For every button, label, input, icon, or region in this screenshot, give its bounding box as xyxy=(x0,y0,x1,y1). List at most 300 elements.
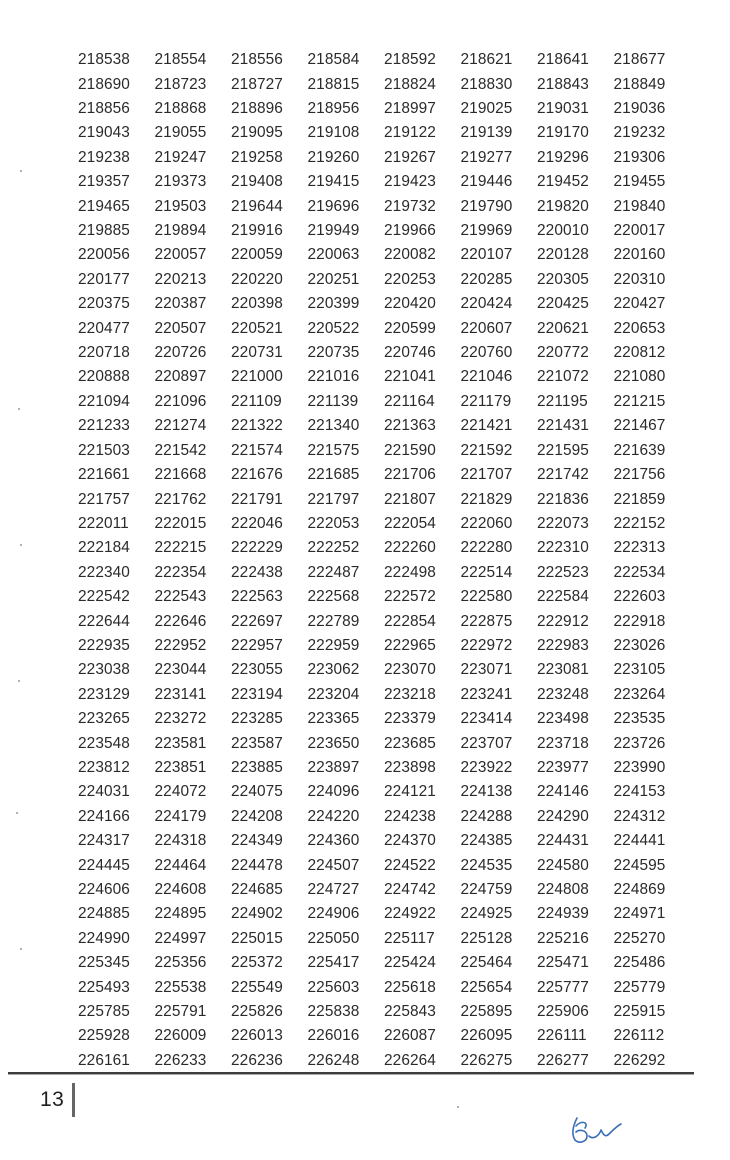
number-cell: 218824 xyxy=(384,75,436,93)
number-cell: 222340 xyxy=(78,563,130,581)
number-cell: 220213 xyxy=(154,270,207,288)
number-cell: 222054 xyxy=(384,514,436,532)
number-cell: 219423 xyxy=(384,173,436,191)
number-cell: 219238 xyxy=(78,148,130,166)
number-cell: 222438 xyxy=(231,563,283,581)
number-cell: 221431 xyxy=(537,417,589,435)
number-cell: 218830 xyxy=(460,75,513,93)
number-cell: 222789 xyxy=(307,612,360,630)
number-cell: 224885 xyxy=(78,905,130,923)
number-cell: 218843 xyxy=(537,75,589,93)
number-cell: 223707 xyxy=(460,734,513,752)
number-cell: 223726 xyxy=(613,734,666,752)
number-cell: 226013 xyxy=(231,1027,283,1045)
number-cell: 221668 xyxy=(154,466,207,484)
number-cell: 222644 xyxy=(78,612,130,630)
number-cell: 223081 xyxy=(537,661,589,679)
number-cell: 221467 xyxy=(613,417,666,435)
number-cell: 220128 xyxy=(537,246,589,264)
number-cell: 218690 xyxy=(78,75,130,93)
number-cell: 225270 xyxy=(613,929,666,947)
number-cell: 224288 xyxy=(460,807,513,825)
number-cell: 222912 xyxy=(537,612,589,630)
number-cell: 220010 xyxy=(537,222,589,240)
number-cell: 221233 xyxy=(78,417,130,435)
number-cell: 223194 xyxy=(231,685,283,703)
number-cell: 219446 xyxy=(460,173,513,191)
number-cell: 219095 xyxy=(231,124,283,142)
number-cell: 221096 xyxy=(154,392,207,410)
number-cell: 222563 xyxy=(231,588,283,606)
number-cell: 224208 xyxy=(231,807,283,825)
number-cell: 225785 xyxy=(78,1003,130,1021)
number-cell: 225838 xyxy=(307,1003,360,1021)
number-cell: 218997 xyxy=(384,100,436,118)
number-cell: 224808 xyxy=(537,881,589,899)
number-cell: 226275 xyxy=(460,1051,513,1069)
number-cell: 226233 xyxy=(154,1051,207,1069)
number-cell: 222983 xyxy=(537,636,589,654)
number-cell: 219503 xyxy=(154,197,207,215)
number-cell: 221595 xyxy=(537,441,589,459)
number-cell: 224445 xyxy=(78,856,130,874)
number-cell: 220746 xyxy=(384,344,436,362)
number-cell: 219296 xyxy=(537,148,589,166)
number-cell: 223141 xyxy=(154,685,207,703)
number-cell: 219840 xyxy=(613,197,666,215)
number-cell: 220220 xyxy=(231,270,283,288)
number-cell: 223055 xyxy=(231,661,283,679)
number-cell: 223922 xyxy=(460,758,513,776)
number-cell: 221639 xyxy=(613,441,666,459)
number-cell: 219820 xyxy=(537,197,589,215)
number-cell: 220253 xyxy=(384,270,436,288)
number-cell: 225779 xyxy=(613,978,666,996)
number-cell: 226248 xyxy=(307,1051,360,1069)
number-cell: 221592 xyxy=(460,441,513,459)
number-cell: 224997 xyxy=(154,929,207,947)
number-cell: 221685 xyxy=(307,466,360,484)
number-cell: 218956 xyxy=(307,100,360,118)
number-cell: 223587 xyxy=(231,734,283,752)
number-cell: 223898 xyxy=(384,758,436,776)
number-cell: 219696 xyxy=(307,197,360,215)
number-cell: 219894 xyxy=(154,222,207,240)
number-cell: 220057 xyxy=(154,246,207,264)
number-cell: 226009 xyxy=(154,1027,207,1045)
number-cell: 220177 xyxy=(78,270,130,288)
number-cell: 222354 xyxy=(154,563,207,581)
number-cell: 221322 xyxy=(231,417,283,435)
number-cell: 223548 xyxy=(78,734,130,752)
number-cell: 220621 xyxy=(537,319,589,337)
number-cell: 221807 xyxy=(384,490,436,508)
number-cell: 223241 xyxy=(460,685,513,703)
number-cell: 223265 xyxy=(78,710,130,728)
number-cell: 222310 xyxy=(537,539,589,557)
number-cell: 219452 xyxy=(537,173,589,191)
number-cell: 220399 xyxy=(307,295,360,313)
number-cell: 222152 xyxy=(613,514,666,532)
number-cell: 221503 xyxy=(78,441,130,459)
number-cell: 221179 xyxy=(460,392,512,410)
number-cell: 223812 xyxy=(78,758,130,776)
number-cell: 221046 xyxy=(460,368,513,386)
scan-speck xyxy=(20,544,22,546)
number-cell: 221859 xyxy=(613,490,666,508)
number-cell: 222487 xyxy=(307,563,360,581)
number-cell: 219966 xyxy=(384,222,436,240)
number-cell: 223851 xyxy=(154,758,207,776)
number-cell: 219260 xyxy=(307,148,360,166)
number-cell: 224507 xyxy=(307,856,360,874)
number-cell: 223379 xyxy=(384,710,436,728)
number-cell: 225471 xyxy=(537,954,589,972)
number-cell: 225486 xyxy=(613,954,666,972)
number-cell: 220731 xyxy=(231,344,283,362)
number-cell: 219055 xyxy=(154,124,207,142)
number-cell: 224727 xyxy=(307,881,360,899)
scan-speck xyxy=(16,812,18,814)
number-cell: 221836 xyxy=(537,490,589,508)
number-cell: 220718 xyxy=(78,344,130,362)
number-cell: 221139 xyxy=(307,392,359,410)
number-cell: 221080 xyxy=(613,368,666,386)
number-cell: 224138 xyxy=(460,783,513,801)
number-cell: 222523 xyxy=(537,563,589,581)
number-cell: 224072 xyxy=(154,783,207,801)
number-cell: 221590 xyxy=(384,441,436,459)
number-cell: 223718 xyxy=(537,734,589,752)
number-cell: 218815 xyxy=(307,75,360,93)
number-cell: 222580 xyxy=(460,588,513,606)
number-cell: 220424 xyxy=(460,295,513,313)
number-cell: 220607 xyxy=(460,319,513,337)
number-cell: 221274 xyxy=(154,417,207,435)
number-cell: 219043 xyxy=(78,124,130,142)
number-cell: 224031 xyxy=(78,783,130,801)
number-cell: 222952 xyxy=(154,636,207,654)
number-cell: 224179 xyxy=(154,807,207,825)
number-cell: 226277 xyxy=(537,1051,589,1069)
number-cell: 218849 xyxy=(613,75,666,93)
number-cell: 220760 xyxy=(460,344,513,362)
number-cell: 218584 xyxy=(307,51,360,69)
number-cell: 222313 xyxy=(613,539,666,557)
scan-speck xyxy=(20,170,22,172)
number-cell: 224096 xyxy=(307,783,360,801)
number-cell: 224166 xyxy=(78,807,130,825)
number-cell: 219408 xyxy=(231,173,283,191)
number-cell: 224902 xyxy=(231,905,283,923)
number-cell: 225216 xyxy=(537,929,589,947)
number-cell: 224121 xyxy=(384,783,436,801)
number-cell: 222534 xyxy=(613,563,666,581)
number-cell: 221757 xyxy=(78,490,130,508)
number-cell: 224360 xyxy=(307,832,360,850)
number-cell: 224922 xyxy=(384,905,436,923)
number-cell: 221421 xyxy=(460,417,513,435)
number-cell: 219036 xyxy=(613,100,666,118)
number-cell: 220063 xyxy=(307,246,360,264)
number-cell: 220310 xyxy=(613,270,666,288)
number-cell: 224606 xyxy=(78,881,130,899)
number-cell: 224290 xyxy=(537,807,589,825)
number-cell: 222184 xyxy=(78,539,130,557)
number-cell: 222015 xyxy=(154,514,207,532)
number-cell: 223685 xyxy=(384,734,436,752)
number-cell: 222972 xyxy=(460,636,513,654)
number-cell: 225915 xyxy=(613,1003,666,1021)
number-cell: 219916 xyxy=(231,222,283,240)
number-cell: 218621 xyxy=(460,51,513,69)
number-cell: 219232 xyxy=(613,124,666,142)
scan-speck xyxy=(18,408,20,410)
number-cell: 222959 xyxy=(307,636,360,654)
number-cell: 221791 xyxy=(231,490,283,508)
number-cell: 223038 xyxy=(78,661,130,679)
number-cell: 226161 xyxy=(78,1051,130,1069)
number-cell: 218677 xyxy=(613,51,666,69)
number-cell: 223990 xyxy=(613,758,666,776)
number-cell: 223414 xyxy=(460,710,513,728)
number-cell: 226112 xyxy=(613,1027,665,1045)
number-cell: 225895 xyxy=(460,1003,513,1021)
number-cell: 222053 xyxy=(307,514,360,532)
number-cell: 221756 xyxy=(613,466,666,484)
page-number-divider xyxy=(72,1083,75,1117)
number-cell: 224464 xyxy=(154,856,207,874)
page-number: 13 xyxy=(40,1088,65,1111)
number-cell: 224220 xyxy=(307,807,360,825)
number-cell: 224535 xyxy=(460,856,513,874)
number-cell: 224385 xyxy=(460,832,513,850)
number-cell: 220056 xyxy=(78,246,130,264)
number-cell: 225424 xyxy=(384,954,436,972)
number-cell: 220888 xyxy=(78,368,130,386)
number-cell: 219277 xyxy=(460,148,513,166)
number-cell: 219139 xyxy=(460,124,513,142)
number-cell: 221742 xyxy=(537,466,589,484)
number-cell: 224522 xyxy=(384,856,436,874)
number-cell: 222603 xyxy=(613,588,666,606)
number-cell: 220522 xyxy=(307,319,360,337)
number-cell: 224939 xyxy=(537,905,589,923)
number-cell: 225654 xyxy=(460,978,513,996)
number-cell: 220726 xyxy=(154,344,207,362)
number-cell: 218856 xyxy=(78,100,130,118)
number-cell: 219373 xyxy=(154,173,207,191)
number-cell: 221016 xyxy=(307,368,360,386)
number-cell: 221706 xyxy=(384,466,436,484)
number-cell: 219258 xyxy=(231,148,283,166)
number-cell: 221340 xyxy=(307,417,360,435)
number-cell: 221094 xyxy=(78,392,130,410)
scan-speck xyxy=(20,948,22,950)
number-cell: 221762 xyxy=(154,490,207,508)
number-cell: 225050 xyxy=(307,929,360,947)
number-cell: 222073 xyxy=(537,514,589,532)
number-cell: 222011 xyxy=(78,514,129,532)
number-cell: 219267 xyxy=(384,148,436,166)
number-cell: 221829 xyxy=(460,490,513,508)
number-cell: 218538 xyxy=(78,51,130,69)
number-cell: 224146 xyxy=(537,783,589,801)
number-cell: 221215 xyxy=(613,392,666,410)
number-cell: 222568 xyxy=(307,588,360,606)
scan-speck xyxy=(457,1106,459,1108)
number-cell: 220285 xyxy=(460,270,513,288)
number-cell: 218592 xyxy=(384,51,436,69)
number-cell: 220082 xyxy=(384,246,436,264)
number-cell: 221041 xyxy=(384,368,436,386)
number-cell: 225906 xyxy=(537,1003,589,1021)
number-cell: 223977 xyxy=(537,758,589,776)
number-cell: 218554 xyxy=(154,51,207,69)
number-cell: 218723 xyxy=(154,75,207,93)
number-cell: 220507 xyxy=(154,319,207,337)
number-cell: 220160 xyxy=(613,246,666,264)
number-cell: 222514 xyxy=(460,563,513,581)
number-cell: 223129 xyxy=(78,685,130,703)
number-cell: 226292 xyxy=(613,1051,666,1069)
number-cell: 225117 xyxy=(384,929,435,947)
number-cell: 224349 xyxy=(231,832,283,850)
number-cell: 224318 xyxy=(154,832,207,850)
number-cell: 219031 xyxy=(537,100,589,118)
number-cell: 225372 xyxy=(231,954,283,972)
number-cell: 221363 xyxy=(384,417,436,435)
number-cell: 223272 xyxy=(154,710,207,728)
number-cell: 222260 xyxy=(384,539,436,557)
number-cell: 222875 xyxy=(460,612,513,630)
number-cell: 219790 xyxy=(460,197,513,215)
number-cell: 222918 xyxy=(613,612,666,630)
number-cell: 223897 xyxy=(307,758,360,776)
number-cell: 225015 xyxy=(231,929,283,947)
number-cell: 224742 xyxy=(384,881,436,899)
number-cell: 219108 xyxy=(307,124,360,142)
number-cell: 218727 xyxy=(231,75,283,93)
number-cell: 219732 xyxy=(384,197,436,215)
number-cell: 223264 xyxy=(613,685,666,703)
number-cell: 224595 xyxy=(613,856,666,874)
number-cell: 223248 xyxy=(537,685,589,703)
number-grid xyxy=(70,48,680,1073)
number-cell: 224685 xyxy=(231,881,283,899)
number-cell: 220653 xyxy=(613,319,666,337)
number-cell: 222215 xyxy=(154,539,207,557)
number-cell: 221109 xyxy=(231,392,282,410)
number-cell: 224478 xyxy=(231,856,283,874)
number-cell: 223650 xyxy=(307,734,360,752)
number-cell: 222646 xyxy=(154,612,207,630)
number-cell: 220387 xyxy=(154,295,207,313)
number-cell: 223218 xyxy=(384,685,436,703)
number-cell: 226111 xyxy=(537,1027,587,1045)
number-cell: 225128 xyxy=(460,929,513,947)
number-cell: 225493 xyxy=(78,978,130,996)
number-cell: 225928 xyxy=(78,1027,130,1045)
number-cell: 221575 xyxy=(307,441,360,459)
number-cell: 220521 xyxy=(231,319,283,337)
number-cell: 226016 xyxy=(307,1027,360,1045)
number-cell: 224238 xyxy=(384,807,436,825)
footer-rule xyxy=(8,1072,694,1074)
number-cell: 225826 xyxy=(231,1003,283,1021)
number-cell: 219455 xyxy=(613,173,666,191)
number-cell: 224370 xyxy=(384,832,436,850)
page-number-block xyxy=(40,1083,75,1117)
number-cell: 220425 xyxy=(537,295,589,313)
number-cell: 223285 xyxy=(231,710,283,728)
number-cell: 226264 xyxy=(384,1051,436,1069)
number-cell: 225464 xyxy=(460,954,513,972)
number-cell: 224990 xyxy=(78,929,130,947)
number-cell: 220735 xyxy=(307,344,360,362)
number-cell: 224925 xyxy=(460,905,513,923)
number-cell: 224317 xyxy=(78,832,130,850)
number-cell: 221164 xyxy=(384,392,435,410)
number-cell: 223026 xyxy=(613,636,666,654)
number-cell: 222060 xyxy=(460,514,513,532)
number-cell: 222498 xyxy=(384,563,436,581)
number-cell: 223535 xyxy=(613,710,666,728)
number-cell: 226236 xyxy=(231,1051,283,1069)
number-cell: 226087 xyxy=(384,1027,436,1045)
number-cell: 223070 xyxy=(384,661,436,679)
number-cell: 224608 xyxy=(154,881,207,899)
number-cell: 220398 xyxy=(231,295,283,313)
number-cell: 222046 xyxy=(231,514,283,532)
number-cell: 221797 xyxy=(307,490,360,508)
number-cell: 222572 xyxy=(384,588,436,606)
number-cell: 225603 xyxy=(307,978,360,996)
number-cell: 223581 xyxy=(154,734,207,752)
number-cell: 219306 xyxy=(613,148,666,166)
number-cell: 225538 xyxy=(154,978,207,996)
number-cell: 225843 xyxy=(384,1003,436,1021)
number-cell: 220305 xyxy=(537,270,589,288)
number-cell: 219122 xyxy=(384,124,436,142)
number-cell: 219025 xyxy=(460,100,513,118)
number-cell: 223062 xyxy=(307,661,360,679)
number-cell: 220059 xyxy=(231,246,283,264)
number-cell: 219885 xyxy=(78,222,130,240)
number-cell: 220427 xyxy=(613,295,666,313)
number-cell: 220599 xyxy=(384,319,436,337)
number-cell: 220812 xyxy=(613,344,666,362)
number-cell: 224895 xyxy=(154,905,207,923)
number-cell: 223498 xyxy=(537,710,589,728)
number-cell: 224869 xyxy=(613,881,666,899)
number-cell: 221072 xyxy=(537,368,589,386)
number-cell: 224431 xyxy=(537,832,589,850)
number-cell: 219465 xyxy=(78,197,130,215)
number-cell: 223105 xyxy=(613,661,666,679)
number-cell: 220375 xyxy=(78,295,130,313)
number-cell: 224971 xyxy=(613,905,666,923)
number-cell: 219949 xyxy=(307,222,360,240)
number-cell: 220107 xyxy=(460,246,513,264)
number-cell: 225791 xyxy=(154,1003,207,1021)
number-cell: 224906 xyxy=(307,905,360,923)
number-cell: 218868 xyxy=(154,100,207,118)
number-cell: 220897 xyxy=(154,368,207,386)
number-cell: 222543 xyxy=(154,588,207,606)
number-cell: 223365 xyxy=(307,710,360,728)
number-cell: 221574 xyxy=(231,441,283,459)
